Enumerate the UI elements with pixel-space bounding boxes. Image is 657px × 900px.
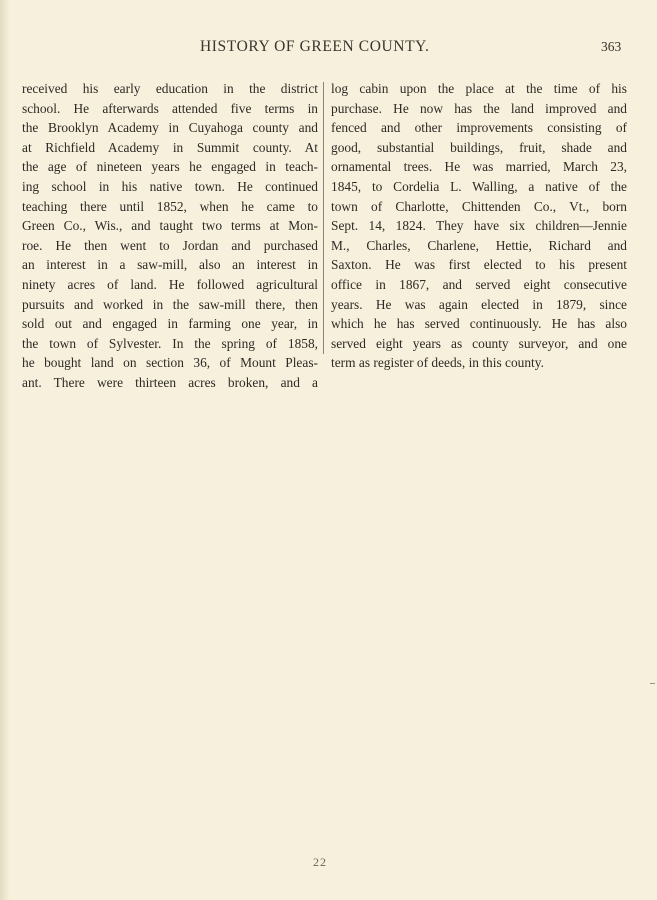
text-line: pursuits and worked in the saw-mill there, then <box>22 296 318 312</box>
text-line: served eight years as county surveyor, and one <box>331 335 627 351</box>
text-line: term as register of deeds, in this county. <box>331 355 544 371</box>
text-line: roe. He then went to Jordan and purchased <box>22 237 318 253</box>
text-line: years. He was again elected in 1879, since <box>331 296 627 312</box>
text-line: the town of Sylvester. In the spring of 1858, <box>22 335 318 351</box>
text-line: 1845, to Cordelia L. Walling, a native of the <box>331 178 627 194</box>
running-head: HISTORY OF GREEN COUNTY. <box>200 38 430 55</box>
page-header <box>0 38 657 58</box>
text-line: Saxton. He was first elected to his present <box>331 257 627 273</box>
text-line: M., Charles, Charlene, Hettie, Richard and <box>331 237 627 253</box>
text-line: the Brooklyn Academy in Cuyahoga county and <box>22 120 318 136</box>
text-line: ant. There were thirteen acres broken, and a <box>22 374 318 390</box>
text-line: he bought land on section 36, of Mount Pleas- <box>22 355 318 371</box>
text-line: office in 1867, and served eight consecutive <box>331 276 627 292</box>
page-edge-shadow <box>0 0 10 900</box>
text-line: good, substantial buildings, fruit, shade and <box>331 139 627 155</box>
text-line: fenced and other improvements consisting of <box>331 120 627 136</box>
text-line: ornamental trees. He was married, March 23, <box>331 159 627 175</box>
text-line: which he has served continuously. He has also <box>331 316 627 332</box>
text-line: teaching there until 1852, when he came to <box>22 198 318 214</box>
right-column <box>331 79 627 373</box>
text-line: log cabin upon the place at the time of his <box>331 81 627 96</box>
text-line: at Richfield Academy in Summit county. At <box>22 139 318 155</box>
text-line: town of Charlotte, Chittenden Co., Vt., born <box>331 198 627 214</box>
column-divider <box>323 82 324 354</box>
left-column <box>22 79 318 393</box>
text-line: Sept. 14, 1824. They have six children—Jennie <box>331 218 627 234</box>
text-line: Green Co., Wis., and taught two terms at Mon- <box>22 218 318 234</box>
page-number: 363 <box>601 39 622 54</box>
text-line: ing school in his native town. He continued <box>22 178 318 194</box>
text-line: the age of nineteen years he engaged in teach- <box>22 159 318 175</box>
text-line: an interest in a saw-mill, also an interest in <box>22 257 318 273</box>
signature-mark: 22 <box>313 855 327 869</box>
text-line: ninety acres of land. He followed agricultural <box>22 276 318 292</box>
text-line: purchase. He now has the land improved and <box>331 100 627 116</box>
text-line: school. He afterwards attended five terms in <box>22 100 318 116</box>
text-line: received his early education in the district <box>22 81 318 96</box>
paper-speck <box>650 683 655 684</box>
text-line: sold out and engaged in farming one year, in <box>22 316 318 332</box>
